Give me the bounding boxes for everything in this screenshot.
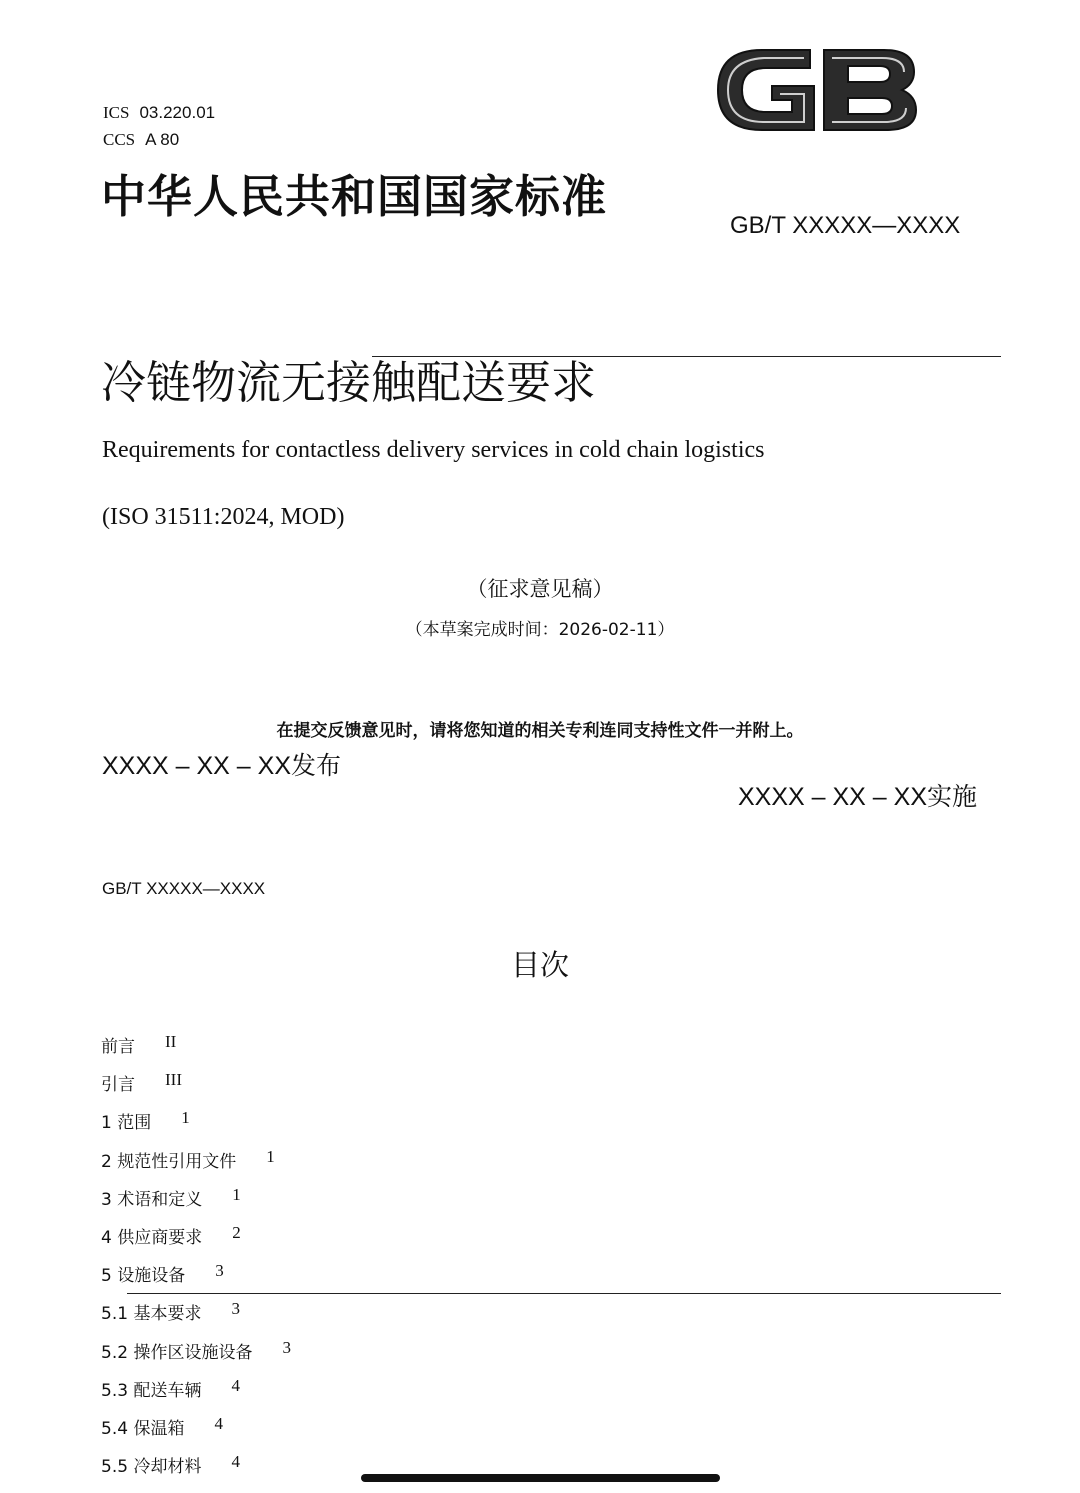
toc-item-normative-references[interactable]: [101, 1147, 291, 1185]
toc-item-basic-requirements[interactable]: [101, 1299, 291, 1337]
toc-item-page: II: [165, 1032, 177, 1051]
toc-title: 目次: [510, 948, 569, 982]
toc-item-insulated-box[interactable]: [101, 1414, 291, 1452]
toc-item-label: 2 规范性引用文件: [101, 1151, 237, 1172]
section-divider: [127, 1293, 1001, 1294]
publish-date: XXXX – XX – XX发布: [102, 752, 341, 780]
toc-item-page: 3: [231, 1299, 240, 1319]
toc-item-page: 2: [232, 1222, 241, 1242]
toc-item-page: 4: [231, 1452, 240, 1472]
toc-item-label: 5.4 保温箱: [101, 1418, 185, 1439]
patent-notice: 在提交反馈意见时，请将您知道的相关专利连同支持性文件一并附上。: [276, 721, 804, 741]
toc-item-operation-area[interactable]: [101, 1338, 291, 1376]
draft-status: （征求意见稿）: [466, 577, 614, 601]
toc-item-label: 5.1 基本要求: [101, 1304, 202, 1325]
toc-item-page: 4: [231, 1375, 240, 1395]
ics-label: ICS: [103, 103, 130, 122]
standard-code: GB/T XXXXX—XXXX: [730, 212, 961, 239]
ics-value: 03.220.01: [139, 103, 216, 122]
toc-item-page: 1: [232, 1184, 241, 1204]
adoption-note: (ISO 31511:2024, MOD): [102, 504, 345, 530]
ccs-code: [103, 130, 179, 150]
toc-item-page: 4: [214, 1413, 223, 1433]
toc-item-label: 1 范围: [101, 1113, 152, 1134]
toc-item-page: 1: [181, 1108, 190, 1128]
ccs-value: A 80: [145, 130, 180, 149]
chinese-title: 冷链物流无接触配送要求: [101, 356, 597, 409]
english-title: Requirements for contactless delivery services in cold chain logistics: [102, 437, 765, 463]
toc-item-label: 5.2 操作区设施设备: [101, 1342, 253, 1363]
toc-item-label: 5.5 冷却材料: [101, 1457, 202, 1478]
toc-item-terms[interactable]: [101, 1185, 291, 1223]
toc-item-page: III: [165, 1070, 182, 1090]
ics-code: [103, 103, 215, 123]
toc-item-delivery-vehicles[interactable]: [101, 1376, 291, 1414]
toc-item-label: 5 设施设备: [101, 1266, 186, 1287]
toc-item-label: 3 术语和定义: [101, 1189, 203, 1210]
ccs-label: CCS: [103, 130, 136, 149]
toc-item-page: 3: [282, 1337, 291, 1357]
toc-item-label: 引言: [101, 1075, 135, 1096]
toc-item-introduction[interactable]: [101, 1070, 291, 1108]
toc-item-cooling-materials[interactable]: [101, 1452, 291, 1490]
toc-item-scope[interactable]: [101, 1108, 291, 1146]
toc-item-supplier-requirements[interactable]: [101, 1223, 291, 1261]
toc-item-foreword[interactable]: [101, 1032, 291, 1070]
toc-item-label: 前言: [101, 1037, 135, 1057]
toc-item-label: 4 供应商要求: [101, 1227, 203, 1248]
toc-item-page: 3: [215, 1261, 224, 1281]
page-header-code: GB/T XXXXX—XXXX: [102, 879, 266, 898]
toc-item-page: 1: [266, 1146, 275, 1166]
org-title: 中华人民共和国国家标准: [101, 170, 608, 223]
toc-list: [101, 1032, 291, 1490]
toc-item-label: 5.3 配送车辆: [101, 1380, 202, 1401]
draft-date: （本草案完成时间：2026-02-11）: [405, 620, 675, 640]
implement-date: XXXX – XX – XX实施: [738, 783, 977, 811]
gb-logo: [714, 38, 920, 142]
home-indicator[interactable]: [361, 1474, 720, 1482]
